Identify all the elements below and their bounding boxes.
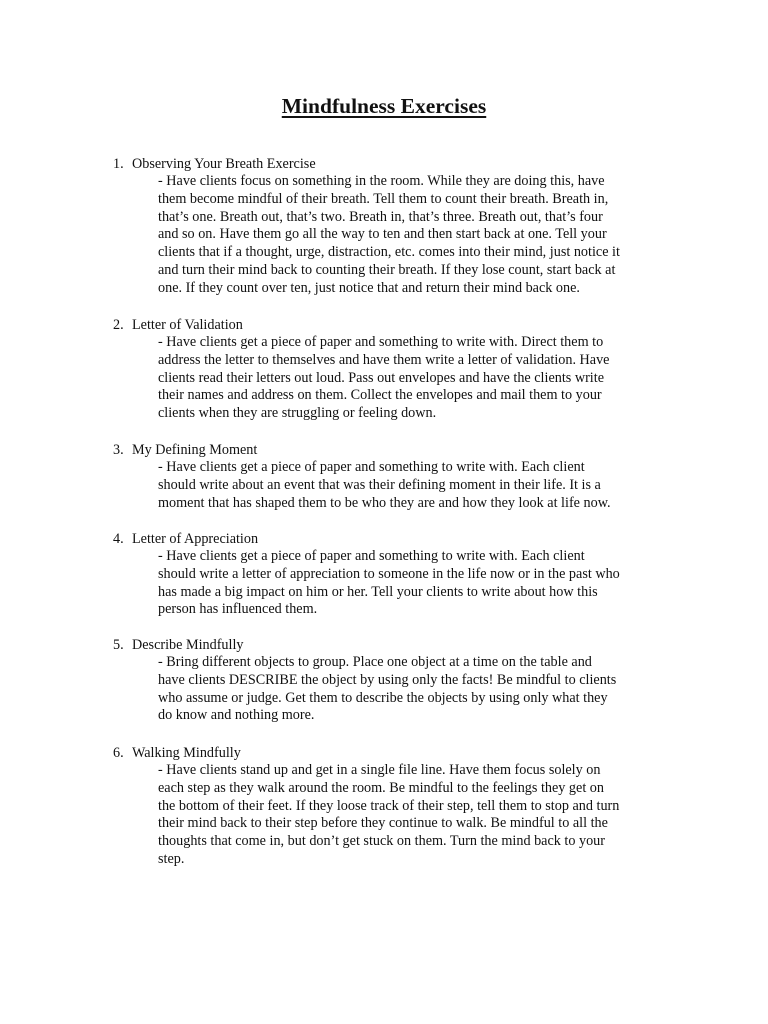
item-description (158, 334, 658, 423)
description-line: - Bring different objects to group. Place one object at a time on the table and (158, 654, 592, 670)
item-heading-text: Letter of Appreciation (132, 531, 259, 547)
item-number: 6. (113, 745, 124, 761)
description-line: - Have clients get a piece of paper and something to write with. Each client (158, 459, 585, 475)
description-line: the bottom of their feet. If they loose track of their step, tell them to stop and turn (158, 797, 620, 814)
description-line: should write about an event that was their defining moment in their life. It is a (158, 476, 601, 493)
item-number: 4. (113, 531, 124, 547)
description-line: clients when they are struggling or feeling down. (158, 405, 437, 422)
item-heading-text: My Defining Moment (132, 442, 258, 458)
description-line: - Have clients get a piece of paper and something to write with. Each client (158, 548, 585, 564)
item-description (158, 762, 658, 869)
item-number: 5. (113, 637, 124, 653)
description-line: them become mindful of their breath. Tell them to count their breath. Breath in, (158, 190, 609, 207)
item-heading (113, 441, 257, 459)
description-line: should write a letter of appreciation to someone in the life now or in the past who (158, 565, 620, 582)
description-line: each step as they walk around the room. Be mindful to the feelings they get on (158, 779, 604, 796)
description-line: do know and nothing more. (158, 707, 315, 724)
description-line: that’s one. Breath out, that’s two. Breath in, that’s three. Breath out, that’s four (158, 208, 603, 225)
description-line: moment that has shaped them to be who they are and how they look at life now. (158, 494, 611, 511)
item-description (158, 548, 658, 619)
description-line: have clients DESCRIBE the object by using only the facts! Be mindful to clients (158, 671, 617, 688)
description-line: - Have clients get a piece of paper and something to write with. Direct them to (158, 334, 604, 350)
item-number: 3. (113, 442, 124, 458)
item-heading-text: Observing Your Breath Exercise (132, 156, 316, 172)
item-heading (113, 316, 243, 334)
item-heading (113, 530, 258, 548)
item-heading (113, 155, 316, 173)
description-line: clients read their letters out loud. Pass out envelopes and have the clients write (158, 369, 604, 386)
item-description (158, 654, 658, 725)
description-line: - Have clients stand up and get in a single file line. Have them focus solely on (158, 762, 601, 778)
description-line: one. If they count over ten, just notice that and return their mind back one. (158, 279, 580, 296)
item-number: 1. (113, 156, 124, 172)
description-line: person has influenced them. (158, 601, 318, 618)
description-line: who assume or judge. Get them to describe the objects by using only what they (158, 689, 608, 706)
description-line: thoughts that come in, but don’t get stuck on them. Turn the mind back to your (158, 833, 606, 850)
description-line: and so on. Have them go all the way to ten and then start back at one. Tell your (158, 226, 607, 243)
description-line: step. (158, 850, 185, 867)
description-line: clients that if a thought, urge, distraction, etc. comes into their mind, just notice it (158, 244, 620, 261)
description-line: - Have clients focus on something in the room. While they are doing this, have (158, 173, 605, 189)
item-heading (113, 744, 241, 762)
item-number: 2. (113, 317, 124, 333)
item-description (158, 459, 658, 512)
item-heading (113, 636, 244, 654)
item-description (158, 173, 658, 298)
page-title: Mindfulness Exercises (281, 94, 487, 118)
description-line: and turn their mind back to counting their breath. If they lose count, start back at (158, 261, 616, 278)
description-line: address the letter to themselves and have them write a letter of validation. Have (158, 351, 610, 368)
description-line: their names and address on them. Collect the envelopes and mail them to your (158, 387, 602, 404)
description-line: their mind back to their step before they continue to walk. Be mindful to all the (158, 815, 608, 832)
item-heading-text: Walking Mindfully (132, 745, 241, 761)
item-heading-text: Letter of Validation (132, 317, 243, 333)
description-line: has made a big impact on him or her. Tell your clients to write about how this (158, 583, 598, 600)
item-heading-text: Describe Mindfully (132, 637, 244, 653)
